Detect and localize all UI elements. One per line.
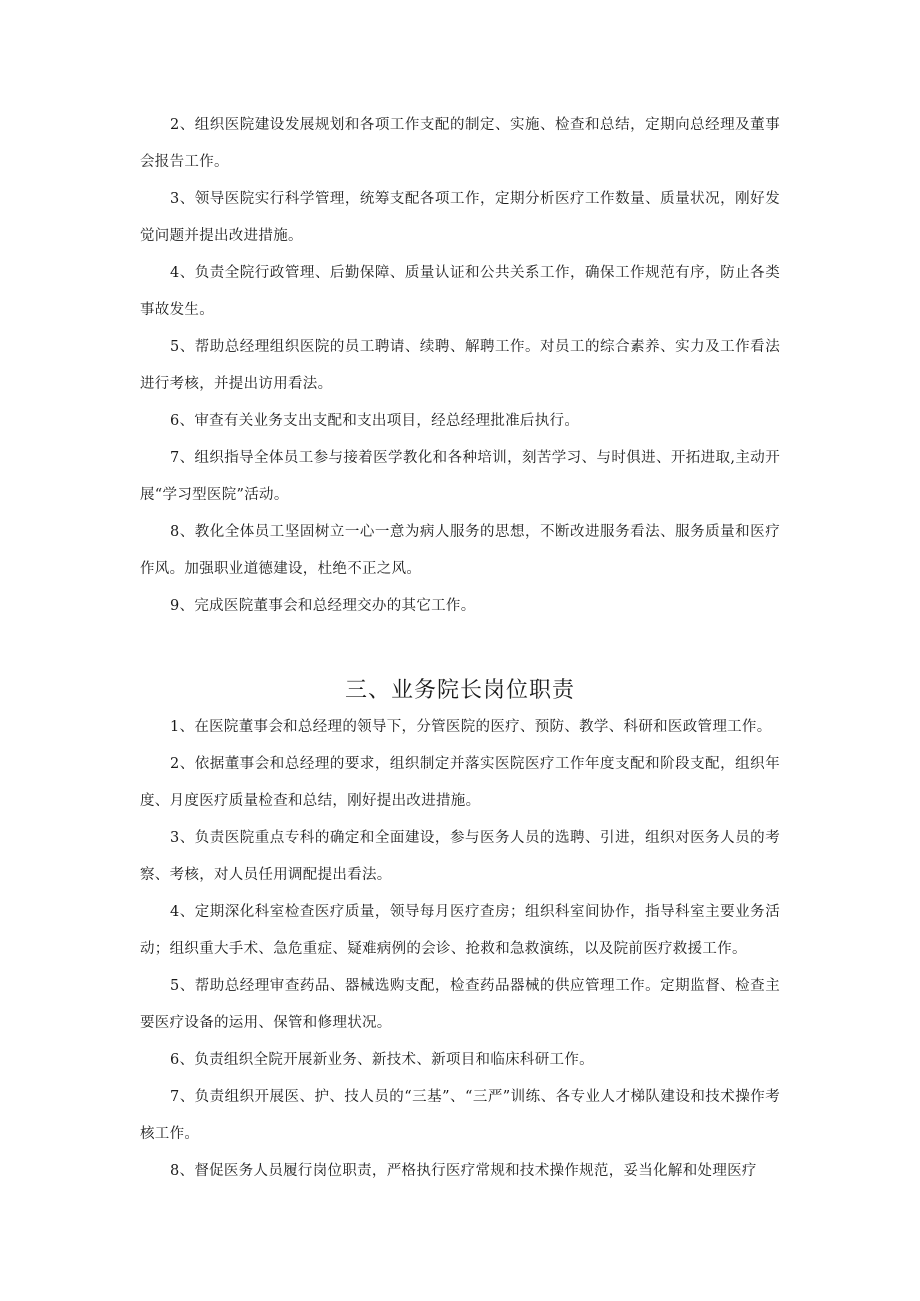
director-duty-item-3: 3、负责医院重点专科的确定和全面建设，参与医务人员的选聘、引进，组织对医务人员的考察、考核，对人员任用调配提出看法。 [140,830,780,883]
section-heading: 三、业务院长岗位职责 [344,678,575,703]
director-duty-item-6: 6、负责组织全院开展新业务、新技术、新项目和临床科研工作。 [170,1052,594,1068]
director-duty-item-2: 2、依据董事会和总经理的要求，组织制定并落实医院医疗工作年度支配和阶段支配，组织年度、月度医疗质量检查和总结，刚好提出改进措施。 [140,756,780,809]
director-duty-item-7: 7、负责组织开展医、护、技人员的“三基”、“三严”训练、各专业人才梯队建设和技术操作考核工作。 [140,1089,780,1142]
business-director-duties-list [140,709,780,1190]
duties-list-continued [140,107,780,625]
director-duty-item-1: 1、在医院董事会和总经理的领导下，分管医院的医疗、预防、教学、科研和医政管理工作。 [170,719,772,735]
duty-item-6: 6、审查有关业务支出支配和支出项目，经总经理批准后执行。 [170,413,580,429]
duty-item-5: 5、帮助总经理组织医院的员工聘请、续聘、解聘工作。对员工的综合素养、实力及工作看法进行考核，并提出访用看法。 [140,339,780,392]
duty-item-9: 9、完成医院董事会和总经理交办的其它工作。 [170,598,476,614]
duty-item-8: 8、教化全体员工坚固树立一心一意为病人服务的思想，不断改进服务看法、服务质量和医疗作风。加强职业道德建设，杜绝不正之风。 [140,524,780,577]
director-duty-item-8: 8、督促医务人员履行岗位职责，严格执行医疗常规和技术操作规范，妥当化解和处理医疗 [170,1163,757,1179]
director-duty-item-4: 4、定期深化科室检查医疗质量，领导每月医疗查房；组织科室间协作，指导科室主要业务活动；组织重大手术、急危重症、疑难病例的会诊、抢救和急救演练，以及院前医疗救援工作。 [140,904,780,957]
section-heading-wrap [140,671,780,711]
duty-item-2: 2、组织医院建设发展规划和各项工作支配的制定、实施、检查和总结，定期向总经理及董事会报告工作。 [140,117,780,170]
duty-item-7: 7、组织指导全体员工参与接着医学教化和各种培训，刻苦学习、与时俱进、开拓进取,主动开展“学习型医院”活动。 [140,450,780,503]
director-duty-item-5: 5、帮助总经理审查药品、器械选购支配，检查药品器械的供应管理工作。定期监督、检查主要医疗设备的运用、保管和修理状况。 [140,978,780,1031]
duty-item-4: 4、负责全院行政管理、后勤保障、质量认证和公共关系工作，确保工作规范有序，防止各类事故发生。 [140,265,780,318]
duty-item-3: 3、领导医院实行科学管理，统筹支配各项工作，定期分析医疗工作数量、质量状况，刚好发觉问题并提出改进措施。 [140,191,780,244]
